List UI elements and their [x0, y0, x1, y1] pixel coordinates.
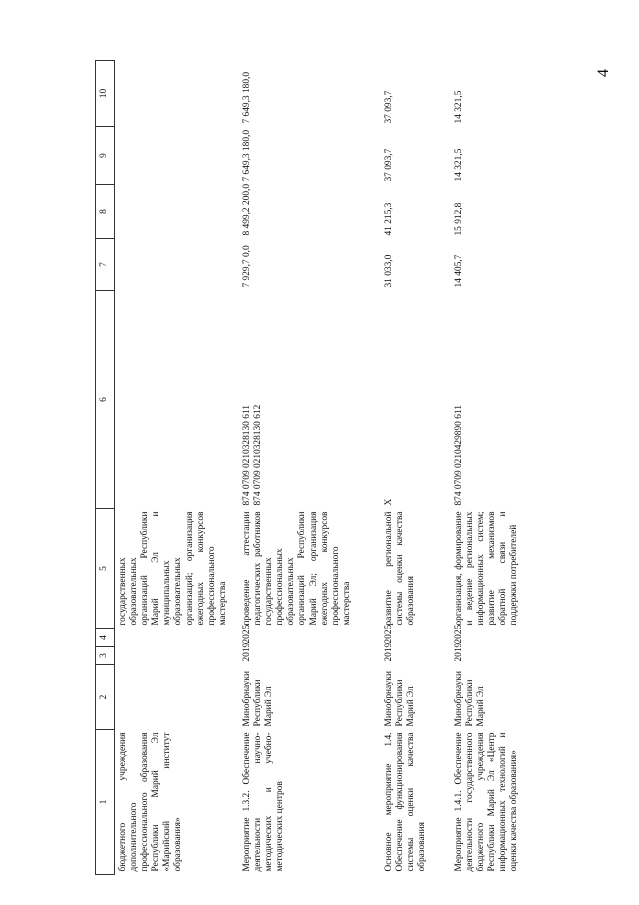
cell-value-col8 [115, 185, 240, 239]
cell-value-col8: 15 912,8 [454, 202, 464, 236]
header-col-10: 10 [96, 61, 115, 127]
cell-result: проведение аттестации педагогических работников государственных профессиональных образовательных организаций Республики Марий Эл; организация ежегодных конкурсов профессионального мастерства [242, 511, 352, 626]
rotated-table-container [95, 61, 625, 875]
cell-result: развитие региональной системы оценки качества образования [384, 511, 417, 626]
cell-budget-code [115, 291, 240, 509]
cell-value-col10: 7 649,3 180,0 [242, 71, 252, 124]
header-col-5: 5 [96, 509, 115, 629]
cell-end-year: 2025 [242, 624, 252, 644]
program-table [95, 60, 587, 875]
cell-end-year [115, 629, 240, 647]
cell-budget-code: X [384, 498, 394, 506]
header-row [96, 61, 115, 875]
cell-start-year: 2019 [454, 642, 464, 662]
table-row [239, 61, 381, 875]
cell-event-name: Мероприятие 1.3.2. Обеспечение деятельности научно-методических и учебно-методических центров [242, 732, 286, 872]
cell-start-year: 2019 [242, 642, 252, 662]
page-number: 4 [595, 69, 612, 77]
header-col-7: 7 [96, 239, 115, 291]
cell-event-name: бюджетного учреждения дополнительного профессионального образования Республики Марий Эл «Марийский институт образования» [118, 732, 184, 872]
header-col-2: 2 [96, 665, 115, 730]
table-row [381, 61, 451, 875]
cell-value-col10 [115, 61, 240, 127]
cell-value-col9: 14 321,5 [454, 148, 464, 182]
cell-value-col8: 8 499,2 200,0 [242, 183, 252, 236]
cell-start-year: 2019 [384, 642, 394, 662]
header-col-8: 8 [96, 185, 115, 239]
cell-result: государственных образовательных организаций Республики Марий Эл и муниципальных образовательных организаций; организация ежегодных конкурсов профессионального мастерства [118, 511, 228, 626]
cell-executor: Минобрнауки Республики Марий Эл [242, 671, 275, 727]
table-row [115, 61, 240, 875]
cell-start-year [115, 647, 240, 665]
header-col-9: 9 [96, 127, 115, 185]
cell-value-col7: 14 405,7 [454, 254, 464, 288]
cell-value-col7 [115, 239, 240, 291]
header-col-6: 6 [96, 291, 115, 509]
table-row [451, 61, 587, 875]
cell-executor: Минобрнауки Республики Марий Эл [384, 671, 417, 727]
cell-value-col10: 37 093,7 [384, 90, 394, 124]
cell-value-col9: 7 649,3 180,0 [242, 129, 252, 182]
cell-end-year: 2025 [454, 624, 464, 644]
cell-executor: Минобрнауки Республики Марий Эл [454, 671, 487, 727]
cell-value-col7: 31 033,0 [384, 254, 394, 288]
cell-result: организация, формирование и ведение региональных информационных систем; развитие механизмов обратной связи и поддержки потребителей [454, 511, 520, 626]
cell-event-name: Основное мероприятие 1.4. Обеспечение функционирования системы оценки качества образования [384, 732, 428, 872]
cell-value-col8: 41 215,3 [384, 202, 394, 236]
cell-budget-code: 874 0709 0210429890 611 [454, 405, 464, 506]
header-col-4: 4 [96, 629, 115, 647]
cell-value-col10: 14 321,5 [454, 90, 464, 124]
cell-event-name: Мероприятие 1.4.1. Обеспечение деятельности государственного бюджетного учреждения Республики Марий Эл «Центр информационных технологий и оценки качества образования» [454, 732, 520, 872]
cell-value-col9: 37 093,7 [384, 148, 394, 182]
cell-executor [115, 665, 240, 730]
cell-budget-code: 874 0709 0210328130 611 874 0709 0210328130 612 [242, 404, 264, 506]
cell-value-col9 [115, 127, 240, 185]
cell-end-year: 2025 [384, 624, 394, 644]
header-col-3: 3 [96, 647, 115, 665]
cell-value-col7: 7 929,7 0,0 [242, 245, 252, 288]
header-col-1: 1 [96, 730, 115, 875]
